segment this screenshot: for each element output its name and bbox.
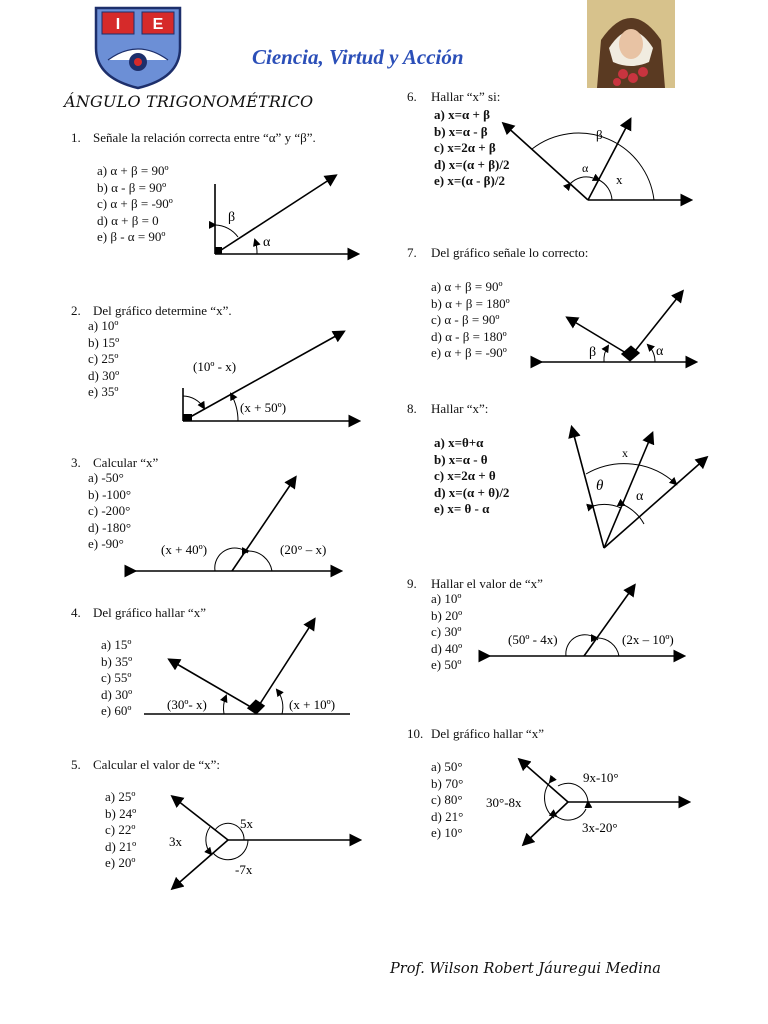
q4-option-e: e) 60º xyxy=(101,703,132,719)
q6-number: 6. xyxy=(407,89,417,104)
q4-option-d: d) 30º xyxy=(101,686,133,702)
q10-option-d: d) 21° xyxy=(431,808,464,824)
q3-option-c: c) -200° xyxy=(88,503,131,519)
q9-number: 9. xyxy=(407,576,417,591)
q6-alpha-label: α xyxy=(582,161,589,175)
q9-option-c: c) 30º xyxy=(431,624,462,640)
q4-left-label: (30º- x) xyxy=(167,697,207,712)
q2-option-e: e) 35º xyxy=(88,384,119,400)
q8-option-d: d) x=(α + θ)/2 xyxy=(434,484,510,500)
q7-text: Del gráfico señale lo correcto: xyxy=(431,245,589,260)
q7-option-c: c) α - β = 90º xyxy=(431,312,500,328)
q2-option-b: b) 15º xyxy=(88,334,120,350)
q7-option-b: b) α + β = 180º xyxy=(431,295,510,311)
q4-option-c: c) 55º xyxy=(101,670,132,686)
q5-option-e: e) 20º xyxy=(105,855,136,871)
q7-beta-label: β xyxy=(589,345,597,360)
q9-option-d: d) 40º xyxy=(431,640,463,656)
q10-options xyxy=(431,759,463,842)
q2-number: 2. xyxy=(71,303,81,318)
q7-options xyxy=(431,279,510,362)
worksheet-title: ÁNGULO TRIGONOMÉTRICO xyxy=(64,92,314,111)
q8-figure xyxy=(566,422,716,552)
q4-options xyxy=(101,637,132,720)
q4-option-a: a) 15º xyxy=(101,637,132,652)
q9-option-e: e) 50º xyxy=(431,657,462,673)
q7-option-a: a) α + β = 90º xyxy=(431,279,503,294)
q1-option-b: b) α - β = 90º xyxy=(97,179,167,195)
q1-alpha-label: α xyxy=(263,235,271,250)
q5-option-c: c) 22º xyxy=(105,822,136,838)
q9-options xyxy=(431,591,462,674)
q6-text: Hallar “x” si: xyxy=(431,89,501,104)
q6-beta-label: β xyxy=(596,127,603,142)
q10-left-label: 30°-8x xyxy=(486,795,522,810)
q3-number: 3. xyxy=(71,455,81,470)
q10-figure xyxy=(484,752,694,852)
logo-letter-i: I xyxy=(115,16,121,33)
q4-option-b: b) 35º xyxy=(101,653,133,669)
q1-options xyxy=(97,163,173,246)
q6-x-label: x xyxy=(616,172,623,187)
q5-left-label: 3x xyxy=(169,834,182,849)
q3-figure xyxy=(130,474,345,578)
q3-option-a: a) -50° xyxy=(88,470,124,485)
q8-alpha-label: α xyxy=(636,489,644,504)
q7-option-d: d) α - β = 180º xyxy=(431,328,507,344)
q8-option-b: b) x=α - θ xyxy=(434,451,488,467)
q8-options xyxy=(434,435,509,518)
q5-option-b: b) 24º xyxy=(105,805,137,821)
q1-number: 1. xyxy=(71,130,81,145)
q2-option-a: a) 10º xyxy=(88,318,119,333)
q1-text: Señale la relación correcta entre “α” y “β”. xyxy=(93,130,316,145)
q10-option-e: e) 10° xyxy=(431,825,463,841)
q10-bottom-label: 3x-20° xyxy=(582,820,618,835)
q7-number: 7. xyxy=(407,245,417,260)
author-signature: Prof. Wilson Robert Jáuregui Medina xyxy=(390,961,661,977)
q3-option-e: e) -90° xyxy=(88,536,124,552)
q1-option-a: a) α + β = 90º xyxy=(97,163,169,178)
q9-option-a: a) 10º xyxy=(431,591,462,606)
q6-option-a: a) x=α + β xyxy=(434,107,490,122)
q2-figure xyxy=(178,328,363,428)
q8-text: Hallar “x”: xyxy=(431,401,489,416)
q4-text: Del gráfico hallar “x” xyxy=(93,605,206,620)
q7-option-e: e) α + β = -90º xyxy=(431,345,507,361)
q8-option-c: c) x=2α + θ xyxy=(434,468,496,484)
q8-option-a: a) x=θ+α xyxy=(434,435,484,450)
q1-option-c: c) α + β = -90º xyxy=(97,196,173,212)
q5-bottom-label: -7x xyxy=(235,862,253,877)
q3-right-label: (20° – x) xyxy=(280,542,327,557)
q3-text: Calcular “x” xyxy=(93,455,159,470)
q5-figure xyxy=(165,790,365,894)
q5-top-label: 5x xyxy=(240,816,253,831)
q9-option-b: b) 20º xyxy=(431,607,463,623)
q1-figure xyxy=(210,170,360,262)
q3-option-b: b) -100° xyxy=(88,486,132,502)
q3-options xyxy=(88,470,131,553)
q6-option-d: d) x=(α + β)/2 xyxy=(434,156,510,172)
q10-option-a: a) 50° xyxy=(431,759,463,774)
q9-left-label: (50º - 4x) xyxy=(508,632,558,647)
q5-number: 5. xyxy=(71,757,81,772)
q10-number: 10. xyxy=(407,726,424,741)
q4-figure xyxy=(142,588,354,720)
saint-portrait xyxy=(587,0,675,88)
q7-alpha-label: α xyxy=(656,344,664,359)
q2-lower-label: (x + 50º) xyxy=(240,400,287,415)
school-motto: Ciencia, Virtud y Acción xyxy=(252,45,464,69)
q5-text: Calcular el valor de “x”: xyxy=(93,757,221,772)
q10-option-c: c) 80° xyxy=(431,792,463,808)
q1-beta-label: β xyxy=(228,210,236,225)
q8-option-e: e) x= θ - α xyxy=(434,501,490,517)
q10-text: Del gráfico hallar “x” xyxy=(431,726,544,741)
q3-option-d: d) -180° xyxy=(88,519,132,535)
q3-left-label: (x + 40º) xyxy=(161,542,208,557)
q9-right-label: (2x – 10º) xyxy=(622,632,674,647)
q5-option-a: a) 25º xyxy=(105,789,136,804)
q6-figure xyxy=(496,114,696,208)
q8-number: 8. xyxy=(407,401,417,416)
q2-option-c: c) 25º xyxy=(88,351,119,367)
q1-option-e: e) β - α = 90º xyxy=(97,229,166,245)
q10-top-label: 9x-10° xyxy=(583,770,619,785)
q5-option-d: d) 21º xyxy=(105,838,137,854)
q2-text: Del gráfico determine “x”. xyxy=(93,303,232,318)
q4-number: 4. xyxy=(71,605,81,620)
q7-figure xyxy=(538,288,698,370)
q4-right-label: (x + 10º) xyxy=(289,697,336,712)
q8-theta-label: θ xyxy=(596,478,604,494)
q6-option-c: c) x=2α + β xyxy=(434,140,496,156)
q9-text: Hallar el valor de “x” xyxy=(431,576,543,591)
school-logo xyxy=(92,4,184,90)
logo-letter-e: E xyxy=(152,16,164,33)
q9-figure xyxy=(486,578,686,662)
q8-x-label: x xyxy=(622,446,628,460)
q6-option-e: e) x=(α - β)/2 xyxy=(434,173,505,189)
q10-option-b: b) 70° xyxy=(431,775,464,791)
q2-options xyxy=(88,318,119,401)
q1-option-d: d) α + β = 0 xyxy=(97,212,159,228)
q6-option-b: b) x=α - β xyxy=(434,123,488,139)
q2-option-d: d) 30º xyxy=(88,367,120,383)
q2-upper-label: (10º - x) xyxy=(193,359,237,374)
q5-options xyxy=(105,789,136,872)
